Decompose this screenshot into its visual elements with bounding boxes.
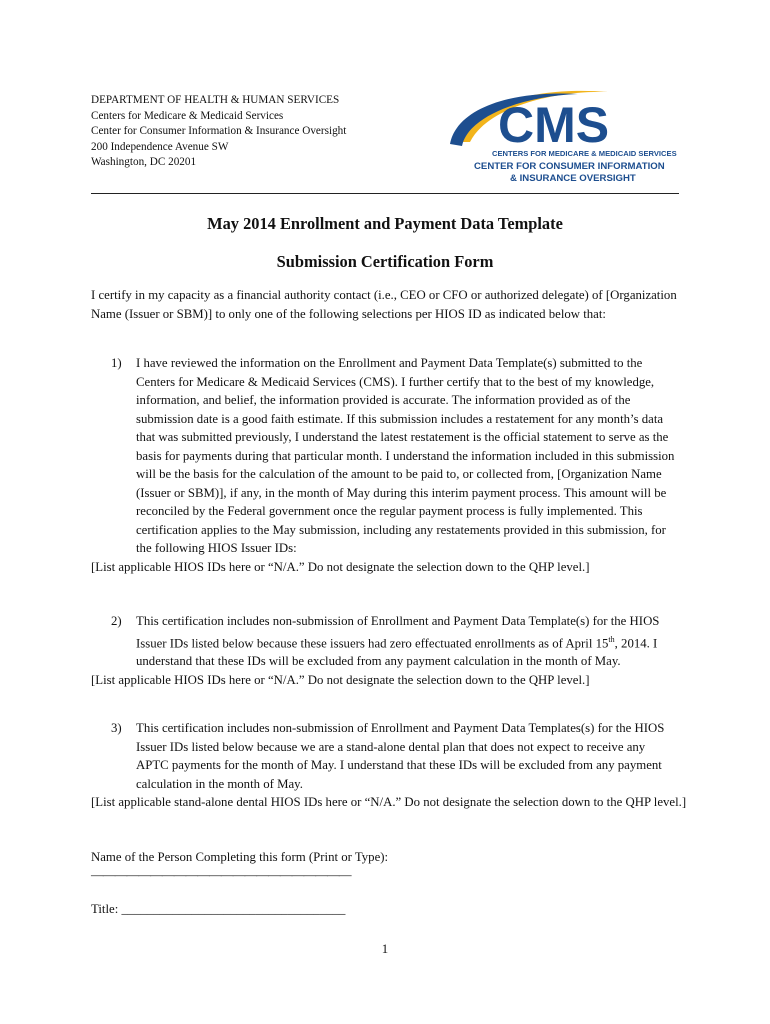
address-line: Center for Consumer Information & Insurance Oversight [91,125,347,137]
item-text: I have reviewed the information on the Enrollment and Payment Data Template(s) submitted to the Centers for Medicare & Medicaid Services (CMS). I further certify that to the best of my knowledge, information, and belief, the information provided is accurate. The information provided as of the submission date is a good faith estimate. If this submission includes a restatement for any month’s data that was submitted previously, I understand the latest restatement is the official statement to serve as the basis for payments during that particular month. I understand the information included in this submission will be the basis for the calculation of the amount to be paid to, or collected from, [Organization Name (Issuer or SBM)], if any, in the month of May during this interim payment process. This amount will be reconciled by the Federal government once the regular payment process is fully implemented. This certification applies to the May submission, including any restatements provided in this submission, for the following HIOS Issuer IDs: [136,356,675,555]
item-note: [List applicable stand-alone dental HIOS IDs here or “N/A.” Do not designate the selection down to the QHP level.] [91,795,687,809]
document-subtitle: Submission Certification Form [276,252,494,271]
item-text [136,612,678,671]
certification-intro: I certify in my capacity as a financial authority contact (i.e., CEO or CFO or authorized delegate) of [Organization Name (Issuer or SBM)] to only one of the following selections per HIOS ID as indicated below that: [91,288,677,321]
name-label: Name of the Person Completing this form (Print or Type): [91,850,389,864]
logo-line-3: & INSURANCE OVERSIGHT [510,173,636,184]
document-title: May 2014 Enrollment and Payment Data Template [207,214,563,233]
item-number: 3) [111,721,122,735]
item-number: 2) [111,614,122,628]
logo-line-1: CENTERS FOR MEDICARE & MEDICAID SERVICES [492,149,677,158]
item-note: [List applicable HIOS IDs here or “N/A.” Do not designate the selection down to the QHP level.] [91,672,590,687]
address-line: Centers for Medicare & Medicaid Services [91,109,284,122]
agency-address [91,93,346,171]
page-number: 1 [381,942,389,956]
item-number: 1) [111,356,122,370]
address-line: 200 Independence Avenue SW [91,140,229,153]
address-line: Washington, DC 20201 [91,156,197,168]
address-line: DEPARTMENT OF HEALTH & HUMAN SERVICES [91,94,340,106]
header-divider [91,193,679,194]
item-text: This certification includes non-submission of Enrollment and Payment Data Templates(s) for the HIOS Issuer IDs listed below because we are a stand-alone dental plan that does not expect to receive any APTC payments for the month of May. I understand that these IDs will be excluded from any payment calculation in the month of May. [136,721,665,791]
certification-item-2 [91,612,691,689]
certification-item-1 [91,354,691,576]
item-text-part: This certification includes non-submission of Enrollment and Payment Data Template(s) for the HIOS Issuer IDs listed below because these issuers had zero effectuated enrollments as of April 15 [136,614,660,650]
ordinal-superscript: th [608,634,615,644]
cms-logo [448,84,688,188]
item-note: [List applicable HIOS IDs here or “N/A.” Do not designate the selection down to the QHP level.] [91,559,590,574]
item-text-part: , 2014. I understand that these IDs will be excluded from any payment calculation in the month of May. [136,635,658,669]
title-field[interactable]: Title: ___________________________________ [91,902,346,916]
logo-line-2: CENTER FOR CONSUMER INFORMATION [474,161,665,172]
name-blank-line[interactable]: —————————————————————— [91,868,351,882]
logo-wordmark: CMS [498,97,610,153]
certification-item-3 [91,719,691,812]
